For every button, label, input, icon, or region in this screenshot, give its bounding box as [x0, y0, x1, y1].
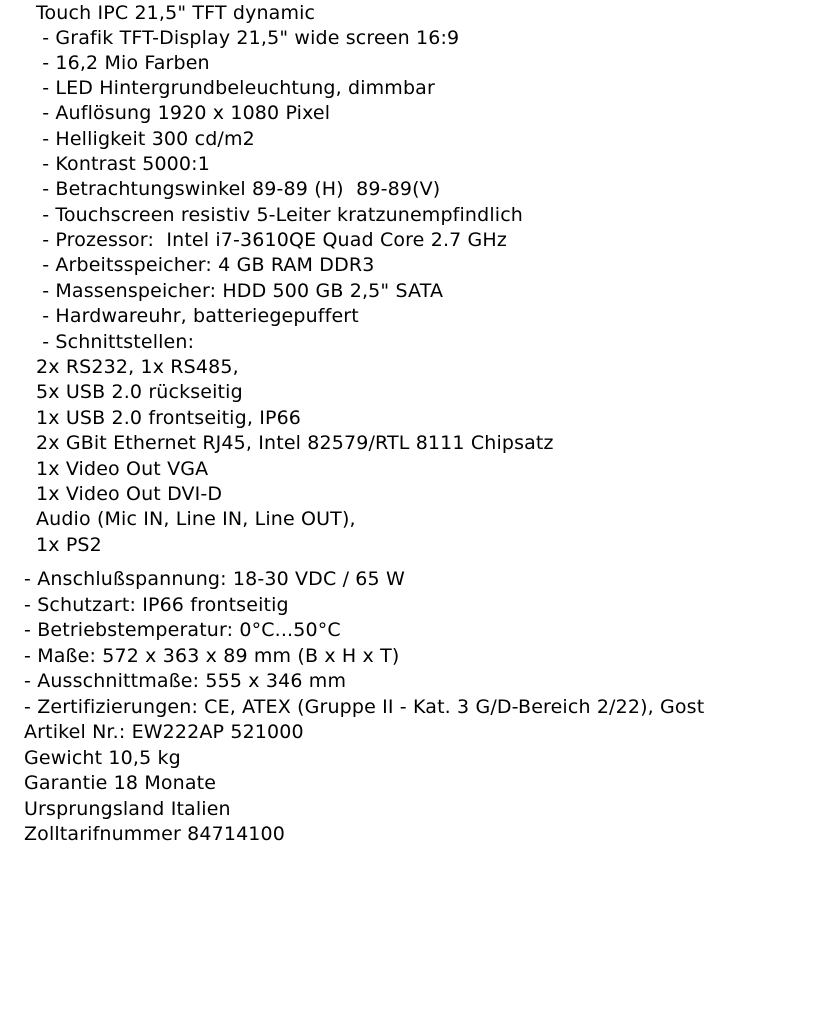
general-item: - Ausschnittmaße: 555 x 346 mm: [24, 670, 347, 692]
article-number: Artikel Nr.: EW222AP 521000: [24, 721, 304, 743]
interface-item: 2x GBit Ethernet RJ45, Intel 82579/RTL 8111 Chipsatz: [36, 432, 554, 454]
spec-item: - Auflösung 1920 x 1080 Pixel: [36, 102, 331, 124]
product-title: Touch IPC 21,5" TFT dynamic: [36, 2, 316, 24]
interface-item: 2x RS232, 1x RS485,: [36, 356, 239, 378]
general-item: - Schutzart: IP66 frontseitig: [24, 594, 289, 616]
spec-item: - Betrachtungswinkel 89-89 (H) 89-89(V): [36, 178, 441, 200]
interface-item: Audio (Mic IN, Line IN, Line OUT),: [36, 508, 356, 530]
interface-item: 1x Video Out VGA: [36, 458, 209, 480]
general-item: - Zertifizierungen: CE, ATEX (Gruppe II - Kat. 3 G/D-Bereich 2/22), Gost: [24, 696, 705, 718]
spec-item: - Grafik TFT-Display 21,5" wide screen 16:9: [36, 27, 460, 49]
general-item: - Betriebstemperatur: 0°C...50°C: [24, 619, 341, 641]
spec-item: - Massenspeicher: HDD 500 GB 2,5" SATA: [36, 280, 444, 302]
spec-item: - Helligkeit 300 cd/m2: [36, 128, 255, 150]
interface-item: 1x PS2: [36, 534, 102, 556]
general-item: - Maße: 572 x 363 x 89 mm (B x H x T): [24, 645, 400, 667]
spec-item: - LED Hintergrundbeleuchtung, dimmbar: [36, 77, 435, 99]
spec-item: - Arbeitsspeicher: 4 GB RAM DDR3: [36, 254, 375, 276]
spec-item: - Prozessor: Intel i7-3610QE Quad Core 2.7 GHz: [36, 229, 507, 251]
spec-item: - Touchscreen resistiv 5-Leiter kratzunempfindlich: [36, 204, 523, 226]
spec-item: - Schnittstellen:: [36, 331, 195, 353]
warranty: Garantie 18 Monate: [24, 772, 217, 794]
spec-item: - Hardwareuhr, batteriegepuffert: [36, 305, 359, 327]
country-of-origin: Ursprungsland Italien: [24, 798, 231, 820]
interface-item: 1x USB 2.0 frontseitig, IP66: [36, 407, 302, 429]
interface-item: 1x Video Out DVI-D: [36, 483, 223, 505]
customs-tariff-number: Zolltarifnummer 84714100: [24, 823, 286, 845]
weight: Gewicht 10,5 kg: [24, 747, 181, 769]
general-item: - Anschlußspannung: 18-30 VDC / 65 W: [24, 568, 405, 590]
interface-item: 5x USB 2.0 rückseitig: [36, 381, 243, 403]
spec-item: - 16,2 Mio Farben: [36, 52, 210, 74]
spec-item: - Kontrast 5000:1: [36, 153, 210, 175]
